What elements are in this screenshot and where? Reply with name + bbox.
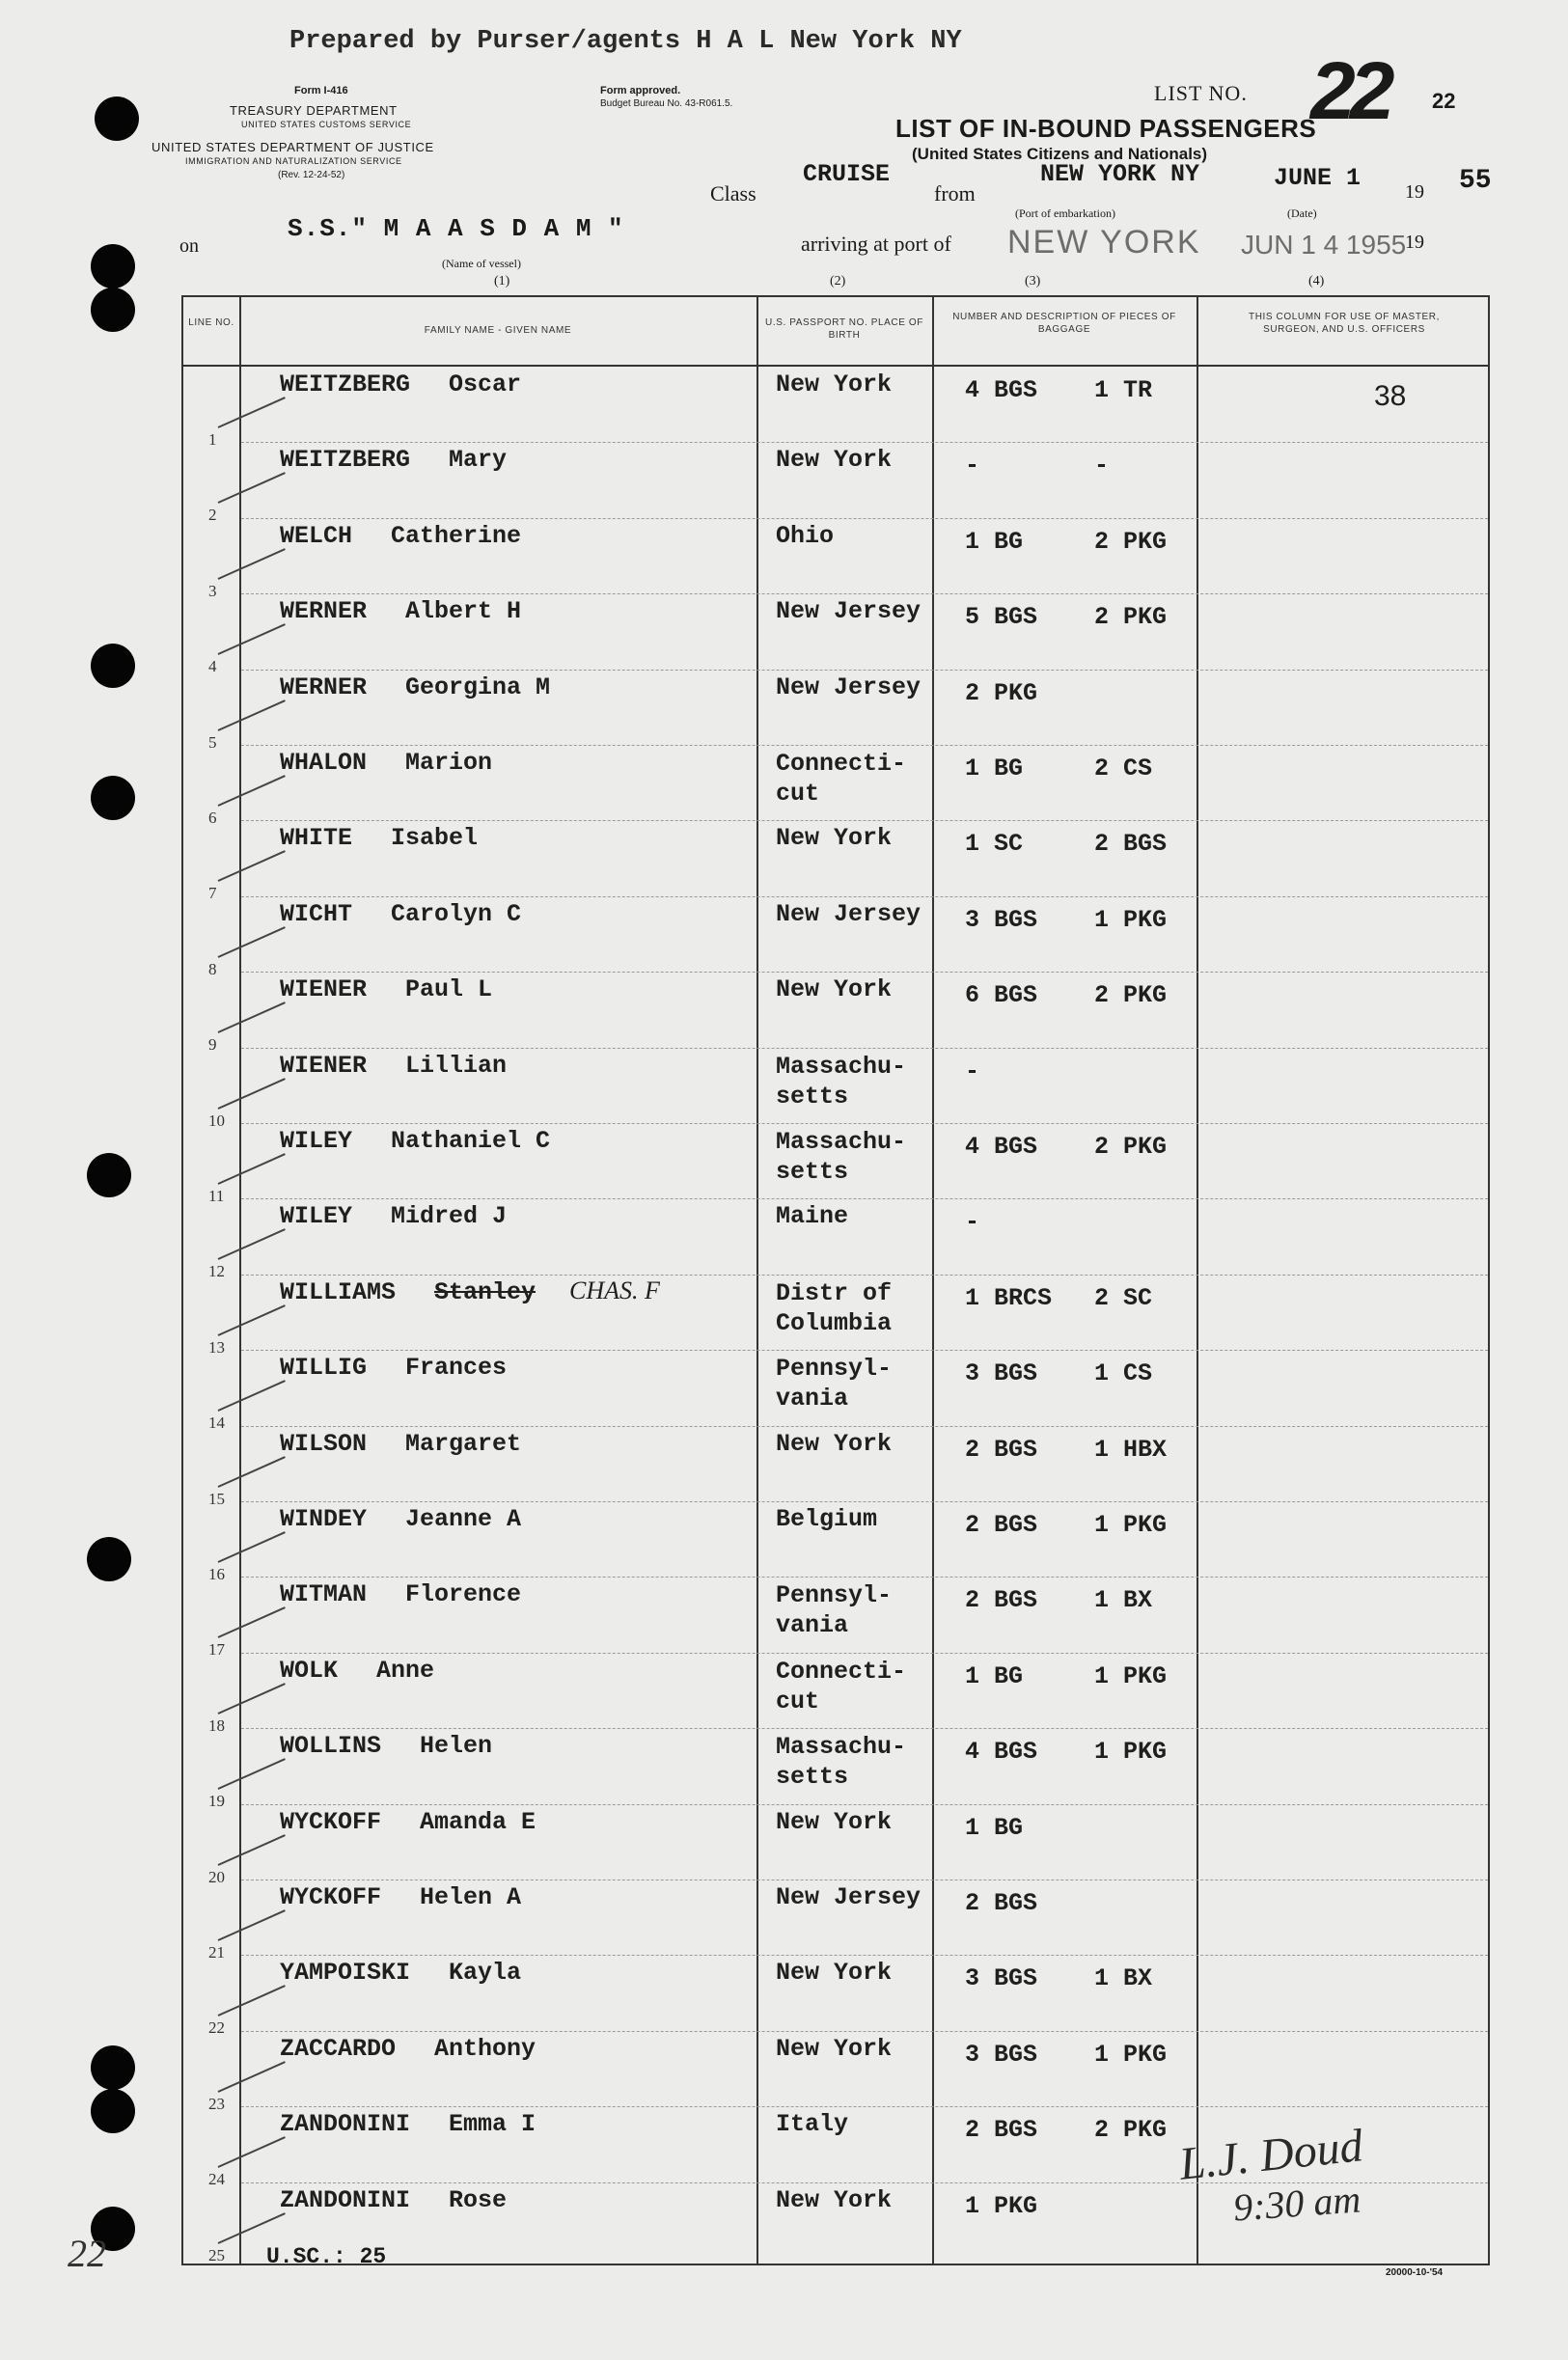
place-of-birth: New York [776,1429,893,1458]
baggage-primary: 2 BGS [965,1586,1038,1615]
baggage-secondary: 2 PKG [1094,2116,1168,2145]
baggage-primary: 1 BG [965,1661,1024,1690]
given-name: Catherine [391,521,522,550]
print-code: 20000-10-'54 [1386,2267,1444,2278]
given-name: Kayla [449,1959,522,1988]
family-name: WILEY [280,1127,353,1155]
baggage-primary: 2 BGS [965,2116,1038,2145]
vessel-caption: (Name of vessel) [442,257,521,270]
baggage-primary: 2 BGS [965,1435,1038,1464]
given-name: Georgina M [405,672,551,701]
place-of-birth: New York [776,1807,893,1836]
family-name: WEITZBERG [280,446,411,475]
given-name: Jeanne A [405,1505,522,1533]
revision-date: (Rev. 12-24-52) [278,170,345,180]
voyage-date: JUNE 1 [1274,164,1362,192]
place-of-birth: Massachu- setts [776,1733,907,1792]
line-number: 9 [208,1035,217,1055]
place-of-birth: Pennsyl- vania [776,1581,893,1640]
family-name: WELCH [280,521,353,550]
place-of-birth: New Jersey [776,597,922,626]
given-name: Nathaniel C [391,1127,551,1155]
family-name: ZANDONINI [280,2185,411,2214]
immigration-service: IMMIGRATION AND NATURALIZATION SERVICE [185,156,402,166]
header-passport: U.S. PASSPORT NO. PLACE OF BIRTH [765,317,923,341]
given-name: Paul L [405,975,493,1004]
line-number: 10 [208,1111,225,1130]
list-no-label: LIST NO. [1154,81,1248,105]
family-name: WITMAN [280,1580,368,1609]
given-name: Frances [405,1354,508,1383]
family-name: WIENER [280,1051,368,1080]
col-number: (4) [1308,274,1325,288]
arrival-year-prefix: 19 [1405,232,1424,253]
binder-hole [95,96,139,141]
row-separator [241,1198,1488,1199]
line-number: 19 [208,1792,225,1811]
baggage-primary: 1 BG [965,527,1024,556]
line-number: 13 [208,1337,225,1357]
given-name: Emma I [449,2110,536,2139]
binder-hole [87,1537,131,1581]
given-name: Carolyn C [391,899,522,928]
baggage-secondary: 1 PKG [1094,1661,1168,1690]
given-name: Oscar [449,370,522,398]
line-number: 21 [208,1943,225,1962]
given-name: Helen [420,1732,493,1761]
budget-bureau: Budget Bureau No. 43-R061.5. [600,98,733,109]
line-number: 3 [208,581,217,600]
place-of-birth: New Jersey [776,1883,922,1911]
column-divider [1197,295,1198,2265]
place-of-birth: Belgium [776,1505,878,1533]
line-number: 24 [208,2170,225,2189]
binder-hole [91,644,135,688]
given-name: Midred J [391,1202,508,1231]
place-of-birth: New York [776,824,893,853]
arrival-date-stamp: JUN 1 4 1955 [1241,230,1407,260]
baggage-secondary: 2 PKG [1094,527,1168,556]
row-separator [241,1804,1488,1805]
given-name: Albert H [405,597,522,626]
line-number: 25 [208,2245,225,2264]
customs-service: UNITED STATES CUSTOMS SERVICE [241,120,412,129]
baggage-secondary: 1 PKG [1094,1738,1168,1767]
list-no-value: 22 [1310,45,1389,136]
row-separator [241,2106,1488,2107]
on-label: on [179,235,199,257]
given-name: Anthony [434,2034,536,2063]
baggage-primary: 4 BGS [965,1738,1038,1767]
binder-hole [91,2089,135,2133]
binder-hole [91,776,135,820]
family-name: WERNER [280,672,368,701]
treasury-department: TREASURY DEPARTMENT [230,103,398,118]
given-name: Rose [449,2185,508,2214]
baggage-secondary: 2 PKG [1094,603,1168,632]
baggage-primary: 3 BGS [965,905,1038,934]
family-name: WOLK [280,1656,339,1685]
header-name: FAMILY NAME - GIVEN NAME [424,325,572,336]
class-value: CRUISE [803,160,891,188]
line-number: 17 [208,1640,225,1660]
place-of-birth: New Jersey [776,672,922,701]
line-number: 1 [208,430,217,449]
row-separator [241,1728,1488,1729]
given-name-correction: CHAS. F [569,1276,660,1304]
baggage-secondary: 1 BX [1094,1964,1153,1993]
given-name: Florence [405,1580,522,1609]
voyage-year: 55 [1459,166,1492,196]
header-officers: THIS COLUMN FOR USE OF MASTER, SURGEON, AND U.S. OFFICERS [1248,312,1440,335]
form-title: LIST OF IN-BOUND PASSENGERS [895,114,1317,143]
baggage-secondary: 1 PKG [1094,2040,1168,2069]
col-number: (2) [830,274,846,288]
row-separator [241,442,1488,443]
officer-signature: L.J. Doud [1176,2120,1365,2190]
family-name: WHALON [280,749,368,777]
baggage-primary: 5 BGS [965,603,1038,632]
line-number: 18 [208,1715,225,1735]
place-of-birth: Massachu- setts [776,1128,907,1186]
family-name: WICHT [280,899,353,928]
row-separator [241,896,1488,897]
vessel-name: S.S." M A A S D A M " [288,214,624,243]
baggage-secondary: 2 BGS [1094,830,1168,859]
place-of-birth: Massachu- setts [776,1052,907,1111]
family-name: WILLIG [280,1354,368,1383]
row-separator [241,2031,1488,2032]
column-divider [932,295,934,2265]
form-subtitle: (United States Citizens and Nationals) [912,145,1208,163]
row-separator [241,1955,1488,1956]
given-name: Amanda E [420,1807,536,1836]
family-name: WYCKOFF [280,1883,382,1911]
baggage-primary: 3 BGS [965,2040,1038,2069]
place-of-birth: Italy [776,2110,849,2139]
baggage-primary: 4 BGS [965,376,1038,404]
baggage-secondary: 1 TR [1094,376,1153,404]
row-separator [241,1350,1488,1351]
family-name: WHITE [280,824,353,853]
line-number: 7 [208,884,217,903]
column-divider [756,295,758,2265]
date-year-prefix: 19 [1405,181,1424,203]
place-of-birth: New York [776,2185,893,2214]
place-of-birth: New Jersey [776,899,922,928]
place-of-birth: New York [776,975,893,1004]
line-number: 6 [208,809,217,827]
baggage-primary: 6 BGS [965,981,1038,1010]
row-separator [241,1275,1488,1276]
baggage-primary: - [965,452,980,480]
list-no-subscript: 22 [1432,89,1456,113]
line-number: 22 [208,2018,225,2038]
line-number: 14 [208,1413,225,1433]
given-name: Isabel [391,824,479,853]
baggage-primary: 3 BGS [965,1359,1038,1388]
baggage-primary: 2 PKG [965,678,1038,707]
line-number: 20 [208,1867,225,1886]
binder-hole [91,244,135,288]
baggage-secondary: 2 PKG [1094,981,1168,1010]
place-of-birth: Pennsyl- vania [776,1355,893,1413]
line-number: 8 [208,959,217,978]
given-name: Helen A [420,1883,522,1911]
binder-hole [91,288,135,332]
place-of-birth: Maine [776,1202,849,1231]
line-number: 11 [208,1187,225,1205]
baggage-primary: 2 BGS [965,1511,1038,1539]
place-of-birth: Connecti- cut [776,750,907,808]
row-separator [241,745,1488,746]
line-number: 2 [208,506,217,525]
form-number: Form I-416 [294,85,348,96]
header-bottom-rule [181,365,1490,367]
given-name: Stanley [434,1277,536,1306]
baggage-secondary: 1 CS [1094,1359,1153,1388]
baggage-primary: 3 BGS [965,1964,1038,1993]
baggage-secondary: 1 HBX [1094,1435,1168,1464]
binder-hole [87,1153,131,1197]
place-of-birth: New York [776,1959,893,1988]
officer-note: 38 [1374,380,1407,412]
place-of-birth: New York [776,370,893,398]
arriving-label: arriving at port of [801,232,951,256]
line-number: 23 [208,2094,225,2113]
family-name: ZANDONINI [280,2110,411,2139]
col-number: (3) [1025,274,1041,288]
baggage-secondary: 1 PKG [1094,905,1168,934]
place-of-birth: New York [776,2034,893,2063]
baggage-primary: 1 PKG [965,2191,1038,2220]
baggage-primary: - [965,1057,980,1085]
arrival-port-stamp: NEW YORK [1007,224,1201,261]
line-number: 15 [208,1489,225,1508]
row-separator [241,972,1488,973]
column-divider [239,295,241,2265]
family-name: WYCKOFF [280,1807,382,1836]
baggage-primary: 1 BG [965,755,1024,782]
embarkation-caption: (Port of embarkation) [1015,206,1115,220]
row-separator [241,1501,1488,1502]
place-of-birth: Connecti- cut [776,1657,907,1715]
baggage-primary: - [965,1208,980,1237]
row-separator [241,1426,1488,1427]
line-number: 12 [208,1262,225,1281]
typed-header: Prepared by Purser/agents H A L New York NY [289,27,962,56]
signature-time: 9:30 am [1231,2177,1362,2230]
family-name: WEITZBERG [280,370,411,398]
header-line-no: LINE NO. [188,317,234,328]
place-of-birth: New York [776,446,893,475]
from-label: from [934,181,976,206]
given-name: Mary [449,446,508,475]
row-separator [241,593,1488,594]
form-approved: Form approved. [600,85,681,96]
family-name: WOLLINS [280,1732,382,1761]
baggage-secondary: 2 PKG [1094,1133,1168,1161]
baggage-secondary: - [1094,452,1110,480]
from-value: NEW YORK NY [1040,160,1200,188]
family-name: WERNER [280,597,368,626]
baggage-primary: 2 BGS [965,1889,1038,1917]
col-number: (1) [494,274,510,288]
baggage-secondary: 1 PKG [1094,1511,1168,1539]
family-name: YAMPOISKI [280,1959,411,1988]
row-separator [241,1653,1488,1654]
line-number: 4 [208,657,217,676]
line-number: 5 [208,732,217,752]
total-count: U.SC.: 25 [266,2244,387,2269]
row-separator [241,1048,1488,1049]
place-of-birth: Distr of Columbia [776,1278,893,1337]
row-separator [241,670,1488,671]
baggage-secondary: 1 BX [1094,1586,1153,1615]
header-baggage: NUMBER AND DESCRIPTION OF PIECES OF BAGGAGE [952,312,1176,335]
baggage-primary: 1 BG [965,1813,1024,1842]
date-caption: (Date) [1287,206,1317,220]
family-name: WIENER [280,975,368,1004]
baggage-primary: 1 BRCS [965,1283,1053,1312]
family-name: WILSON [280,1429,368,1458]
baggage-secondary: 2 SC [1094,1283,1153,1312]
family-name: ZACCARDO [280,2034,397,2063]
class-label: Class [710,181,756,206]
family-name: WILLIAMS [280,1277,397,1306]
baggage-primary: 4 BGS [965,1133,1038,1161]
row-separator [241,1577,1488,1578]
family-name: WILEY [280,1202,353,1231]
justice-department: UNITED STATES DEPARTMENT OF JUSTICE [151,140,434,154]
place-of-birth: Ohio [776,521,835,550]
margin-note: 22 [68,2232,106,2275]
baggage-secondary: 2 CS [1094,755,1153,782]
row-separator [241,820,1488,821]
given-name: Lillian [405,1051,508,1080]
baggage-primary: 1 SC [965,830,1024,859]
given-name: Marion [405,749,493,777]
given-name: Anne [376,1656,435,1685]
line-number: 16 [208,1565,225,1583]
given-name: Margaret [405,1429,522,1458]
row-separator [241,1123,1488,1124]
binder-hole [91,2045,135,2090]
row-separator [241,518,1488,519]
family-name: WINDEY [280,1505,368,1533]
